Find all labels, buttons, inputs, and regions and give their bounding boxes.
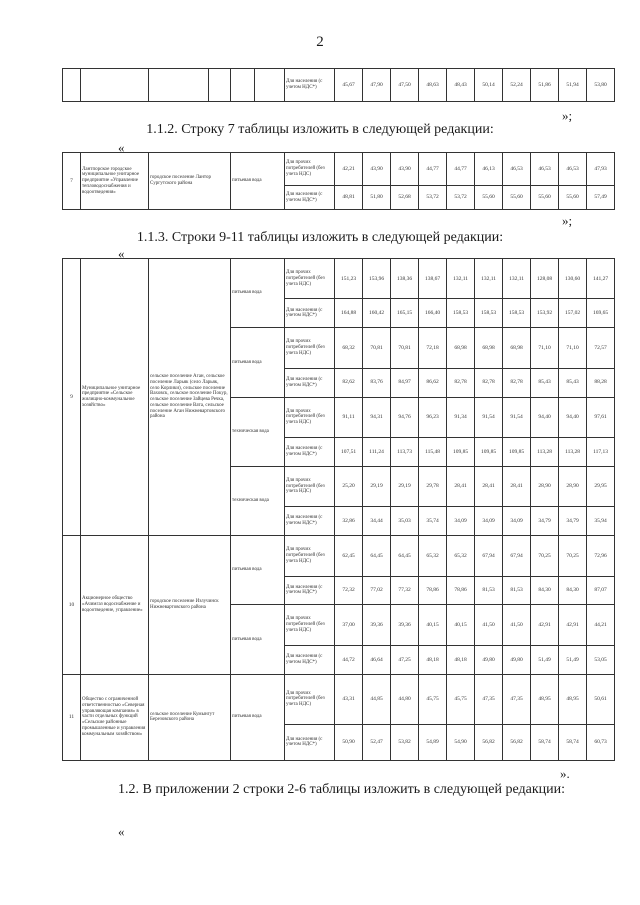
table-cell: 70,25 [559, 536, 587, 576]
table-cell: 51,86 [531, 69, 559, 102]
table-cell: 65,32 [447, 536, 475, 576]
table-cell: 48,63 [419, 69, 447, 102]
table-cell: 45,75 [447, 674, 475, 724]
table-cell: 51,94 [559, 69, 587, 102]
table-cell: 34,09 [503, 507, 531, 536]
table-cell: 78,86 [447, 576, 475, 605]
tariff-label: Для населения (с учетом НДС*) [285, 645, 335, 674]
table-cell: 58,74 [531, 724, 559, 760]
table-cell: 43,90 [391, 153, 419, 186]
table-cell: 109,85 [475, 437, 503, 466]
table-cell: 72,96 [587, 536, 615, 576]
table-cell: 28,41 [475, 466, 503, 506]
territory: сельское поселение Кумынгут Березовского района [149, 674, 231, 760]
table-cell: 71,10 [531, 328, 559, 368]
table-cell: 46,53 [559, 153, 587, 186]
table-cell: 87,07 [587, 576, 615, 605]
table-cell: 130,60 [559, 259, 587, 299]
table-cell: 96,23 [419, 397, 447, 437]
table-cell: 42,21 [335, 153, 363, 186]
open-quote: « [118, 824, 125, 839]
table-cell: 37,00 [335, 605, 363, 645]
table-cell: 47,35 [475, 674, 503, 724]
table-cell: 68,98 [447, 328, 475, 368]
table-cell: 86,62 [419, 368, 447, 397]
table-cell: 166,40 [419, 299, 447, 328]
service-type: питьевая вода [231, 605, 285, 674]
table-cell: 91,11 [335, 397, 363, 437]
table-cell: 94,76 [391, 397, 419, 437]
table-cell: 44,85 [363, 674, 391, 724]
table-cell: 91,54 [475, 397, 503, 437]
tariff-label: Для населения (с учетом НДС*) [285, 724, 335, 760]
table-cell: 91,34 [447, 397, 475, 437]
table-cell: 141,27 [587, 259, 615, 299]
table-cell: 55,60 [475, 186, 503, 210]
tariff-label: Для населения (с учетом НДС*) [285, 576, 335, 605]
service-type: питьевая вода [231, 259, 285, 328]
open-quote: « [118, 246, 125, 261]
table-cell: 132,11 [447, 259, 475, 299]
tariff-label: Для населения (с учетом НДС*) [285, 507, 335, 536]
table-cell: 42,91 [559, 605, 587, 645]
table-cell: 153,96 [363, 259, 391, 299]
table-cell: 29,78 [419, 466, 447, 506]
table-cell: 55,60 [531, 186, 559, 210]
table-cell: 51,49 [531, 645, 559, 674]
table-cell: 41,50 [475, 605, 503, 645]
table-cell: 88,28 [587, 368, 615, 397]
table-cell: 56,82 [475, 724, 503, 760]
table-cell: 46,53 [531, 153, 559, 186]
table-cell: 82,62 [335, 368, 363, 397]
table-cell: 50,61 [587, 674, 615, 724]
table-cell: 72,18 [419, 328, 447, 368]
table-cell: 55,60 [503, 186, 531, 210]
table-cell: 28,41 [447, 466, 475, 506]
table-cell: 28,90 [531, 466, 559, 506]
table-cell: 94,31 [363, 397, 391, 437]
table-cell: 82,78 [475, 368, 503, 397]
service-type: питьевая вода [231, 674, 285, 760]
table-cell: 109,85 [503, 437, 531, 466]
table-cell: 169,65 [587, 299, 615, 328]
table-cell: 111,24 [363, 437, 391, 466]
table-cell: 44,72 [335, 645, 363, 674]
table-cell: 94,40 [531, 397, 559, 437]
table-cell: 94,40 [559, 397, 587, 437]
territory: сельское поселение Аган, сельское поселение Ларьяк (село Ларьяк, село Корлики), сельское поселение Ваховск, сельское поселение Покур, сельское поселение Зайцева Речка, сельское поселение Вата, сельское поселение Аган Нижневартовского района [149, 259, 231, 536]
table-cell: 35,94 [587, 507, 615, 536]
table-cell: 43,31 [335, 674, 363, 724]
table-cell: 48,43 [447, 69, 475, 102]
table-cell: 113,28 [559, 437, 587, 466]
heading-1: 1.1.2. Строку 7 таблицы изложить в следующей редакции: [146, 122, 494, 137]
table-cell: 47,35 [503, 674, 531, 724]
table-cell: 81,53 [503, 576, 531, 605]
tariff-label: Для прочих потребителей (без учета НДС) [285, 153, 335, 186]
table-rows-9-11 [62, 258, 615, 761]
table-cell: 40,15 [419, 605, 447, 645]
paragraph: 1.2. В приложении 2 строки 2-6 таблицы изложить в следующей редакции: [118, 782, 566, 797]
service-type: техническая вода [231, 466, 285, 535]
table-cell: 53,05 [587, 645, 615, 674]
table-cell: 54,89 [419, 724, 447, 760]
table-cell: 132,11 [503, 259, 531, 299]
table-cell: 107,51 [335, 437, 363, 466]
table-cell: 47,50 [391, 69, 419, 102]
row-number: 9 [63, 259, 81, 536]
table-cell: 48,81 [335, 186, 363, 210]
table-cell: 56,82 [503, 724, 531, 760]
table-cell: 28,41 [503, 466, 531, 506]
table-cell: 113,73 [391, 437, 419, 466]
table-cell: 84,30 [531, 576, 559, 605]
table-cell: 29,95 [587, 466, 615, 506]
tariff-label: Для прочих потребителей (без учета НДС) [285, 605, 335, 645]
territory: городское поселение Излучинск Нижневартовского района [149, 536, 231, 675]
table-cell: 70,81 [391, 328, 419, 368]
table-cell: 53,72 [419, 186, 447, 210]
table-cell: 34,44 [363, 507, 391, 536]
organization-name: Муниципальное унитарное предприятие «Сельское жилищно-коммунальное хозяйство» [81, 259, 149, 536]
table-cell: 32,86 [335, 507, 363, 536]
table-cell: 52,24 [503, 69, 531, 102]
table-cell: 132,11 [475, 259, 503, 299]
tariff-label: Для прочих потребителей (без учета НДС) [285, 536, 335, 576]
table-cell: 68,32 [335, 328, 363, 368]
table-cell: 50,90 [335, 724, 363, 760]
table-cell: 47,25 [391, 645, 419, 674]
tariff-label: Для прочих потребителей (без учета НДС) [285, 328, 335, 368]
table-cell: 158,53 [503, 299, 531, 328]
table-cell: 54,90 [447, 724, 475, 760]
table-cell: 71,10 [559, 328, 587, 368]
table-cell: 34,09 [447, 507, 475, 536]
table-cell: 64,45 [363, 536, 391, 576]
table-cell: 46,64 [363, 645, 391, 674]
table-cell: 72,32 [335, 576, 363, 605]
table-cell: 43,90 [363, 153, 391, 186]
tariff-label: Для населения (с учетом НДС*) [285, 437, 335, 466]
table-cell: 78,86 [419, 576, 447, 605]
table-cell: 68,98 [475, 328, 503, 368]
table-cell: 84,30 [559, 576, 587, 605]
table-cell: 52,68 [391, 186, 419, 210]
table-cell: 51,80 [363, 186, 391, 210]
table-cell: 57,49 [587, 186, 615, 210]
table-cell: 44,80 [391, 674, 419, 724]
table-cell: 48,18 [447, 645, 475, 674]
table-cell: 51,49 [559, 645, 587, 674]
table-cell: 65,32 [419, 536, 447, 576]
table-cell: 53,82 [391, 724, 419, 760]
table-cell: 34,79 [531, 507, 559, 536]
table-cell: 49,80 [503, 645, 531, 674]
table-cell: 60,73 [587, 724, 615, 760]
table-cell: 28,90 [559, 466, 587, 506]
table-cell: 49,80 [475, 645, 503, 674]
table-cell: 46,13 [475, 153, 503, 186]
table-cell: 70,81 [363, 328, 391, 368]
table-cell: 128,08 [531, 259, 559, 299]
table-cell: 39,36 [363, 605, 391, 645]
table-cell: 46,53 [503, 153, 531, 186]
table-cell: 35,74 [419, 507, 447, 536]
table-cell: 62,45 [335, 536, 363, 576]
table-cell: 91,54 [503, 397, 531, 437]
organization-name: Лантпорское городское муниципальное унитарное предприятие «Управление тепловодоснабжения и водоотведения» [81, 153, 149, 210]
table-cell: 58,74 [559, 724, 587, 760]
heading-2: 1.1.3. Строки 9-11 таблицы изложить в следующей редакции: [136, 230, 504, 245]
row-number: 10 [63, 536, 81, 675]
table-cell: 55,60 [559, 186, 587, 210]
table-cell: 160,42 [363, 299, 391, 328]
table-cell: 97,61 [587, 397, 615, 437]
table-cell: 165,15 [391, 299, 419, 328]
tariff-label: Для прочих потребителей (без учета НДС) [285, 397, 335, 437]
tariff-label: Для прочих потребителей (без учета НДС) [285, 466, 335, 506]
table-cell: 53,72 [447, 186, 475, 210]
table-cell: 151,23 [335, 259, 363, 299]
tariff-label: Для населения (с учетом НДС*) [285, 186, 335, 210]
closing-quote: ». [560, 766, 570, 781]
table-cell: 47,90 [363, 69, 391, 102]
table-cell: 42,91 [531, 605, 559, 645]
table-cell: 82,78 [447, 368, 475, 397]
table-cell: 138,36 [391, 259, 419, 299]
table-cell: 34,79 [559, 507, 587, 536]
table-row-7 [62, 152, 615, 210]
closing-quote: »; [562, 213, 573, 228]
table-cell: 70,25 [531, 536, 559, 576]
table-cell: 34,09 [475, 507, 503, 536]
organization-name: Акционерное общество «Ачимгаз водоснабжение и водоотведение, управление» [81, 536, 149, 675]
row-number: 7 [63, 153, 81, 210]
table-cell: 39,36 [391, 605, 419, 645]
table-cell: 68,98 [503, 328, 531, 368]
service-type: техническая вода [231, 397, 285, 466]
table-cell: 41,50 [503, 605, 531, 645]
table-cell: 48,18 [419, 645, 447, 674]
table-cell: 48,95 [531, 674, 559, 724]
table-cell: 64,45 [391, 536, 419, 576]
table-cell: 113,28 [531, 437, 559, 466]
tariff-label: Для прочих потребителей (без учета НДС) [285, 259, 335, 299]
table-cell: 25,20 [335, 466, 363, 506]
table-cell: 35,03 [391, 507, 419, 536]
table-cell: 115,48 [419, 437, 447, 466]
table-cell: 164,88 [335, 299, 363, 328]
table-cell: 44,21 [587, 605, 615, 645]
top-table [62, 68, 615, 102]
table-cell: 81,53 [475, 576, 503, 605]
tariff-label: Для населения (с учетом НДС*) [285, 299, 335, 328]
organization-name: Общество с ограниченной ответственностью «Северная управляющая компания» в части отдельных функций «Сельские районные промышленные и управления коммунальным хозяйством» [81, 674, 149, 760]
table-cell: 45,67 [335, 69, 363, 102]
table-cell: 82,78 [503, 368, 531, 397]
table-cell: 52,47 [363, 724, 391, 760]
tariff-label: Для населения (с учетом НДС*) [285, 368, 335, 397]
table-cell: 40,15 [447, 605, 475, 645]
table-cell: 85,43 [531, 368, 559, 397]
table-cell: 77,32 [391, 576, 419, 605]
table-cell: 29,19 [363, 466, 391, 506]
table-cell: 158,53 [475, 299, 503, 328]
table-cell: 45,75 [419, 674, 447, 724]
service-type: питьевая вода [231, 536, 285, 605]
table-cell: 157,02 [559, 299, 587, 328]
table-cell: 29,19 [391, 466, 419, 506]
table-cell: 85,43 [559, 368, 587, 397]
table-cell: 44,77 [419, 153, 447, 186]
top-table-label: Для населения (с учетом НДС*) [285, 69, 335, 102]
table-cell: 44,77 [447, 153, 475, 186]
table-cell: 153,92 [531, 299, 559, 328]
table-cell: 50,14 [475, 69, 503, 102]
table-cell: 83,76 [363, 368, 391, 397]
table-cell: 109,85 [447, 437, 475, 466]
table-cell: 84,97 [391, 368, 419, 397]
table-cell: 47,93 [587, 153, 615, 186]
row-number: 11 [63, 674, 81, 760]
tariff-label: Для прочих потребителей (без учета НДС) [285, 674, 335, 724]
closing-quote: »; [562, 108, 573, 123]
table-cell: 158,53 [447, 299, 475, 328]
open-quote: « [118, 140, 125, 155]
territory: городское поселение Лантор Сургутского района [149, 153, 231, 210]
service-type: питьевая вода [231, 328, 285, 397]
table-cell: 48,95 [559, 674, 587, 724]
table-cell: 138,67 [419, 259, 447, 299]
table-cell: 67,94 [503, 536, 531, 576]
table-cell: 53,80 [587, 69, 615, 102]
table-cell: 117,13 [587, 437, 615, 466]
table-cell: 67,94 [475, 536, 503, 576]
table-cell: 77,02 [363, 576, 391, 605]
table-cell: 72,57 [587, 328, 615, 368]
page-number: 2 [316, 34, 324, 50]
service-type: питьевая вода [231, 153, 285, 210]
